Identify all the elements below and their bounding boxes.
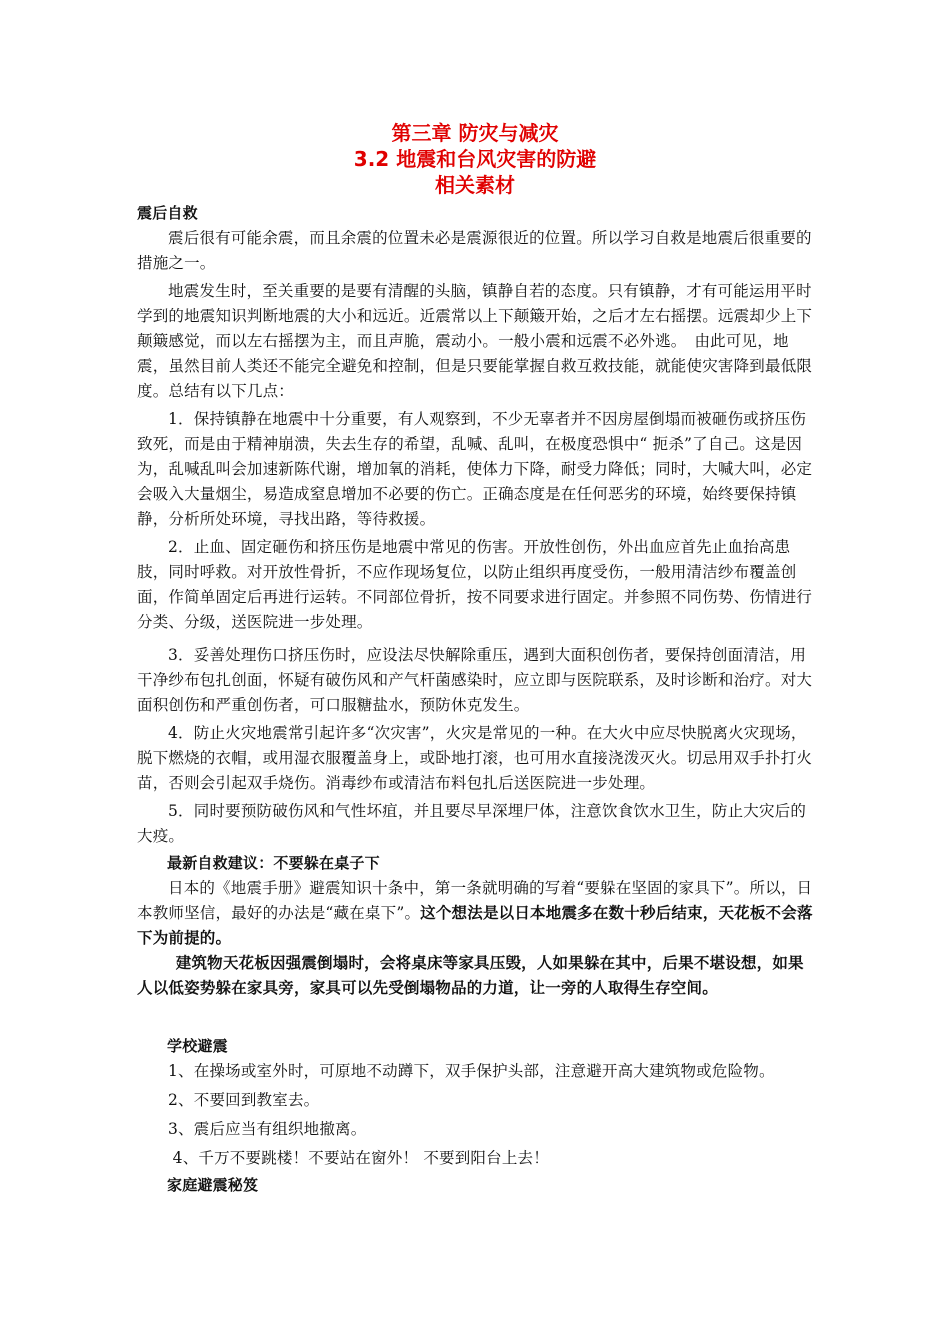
subtitle: 相关素材 xyxy=(435,173,515,197)
paragraph-text: 日本的《地震手册》避震知识十条中，第一条就明确的写着“要躲在坚固的家具下”。所以，日本教师坚信，最好的办法是“藏在桌下”。 xyxy=(137,879,813,922)
paragraph: 震后很有可能余震，而且余震的位置未必是震源很近的位置。所以学习自救是地震后很重要的措施之一。 xyxy=(137,229,812,272)
list-item: 2、不要回到教室去。 xyxy=(168,1091,320,1109)
chapter-title: 第三章 防灾与减灾 xyxy=(391,121,559,145)
article-body xyxy=(137,201,817,1198)
paragraph: 1．保持镇静在地震中十分重要，有人观察到，不少无辜者并不因房屋倒塌而被砸伤或挤压伤致死，而是由于精神崩溃，失去生存的希望，乱喊、乱叫，在极度恐惧中“ 扼杀”了自己。这是因为，乱喊乱叫会加速新陈代谢，增加氧的消耗，使体力下降，耐受力降低；同时，大喊大叫，必定会吸入大量烟尘，易造成窒息增加不必要的伤亡。正确态度是在任何恶劣的环境，始终要保持镇静，分析所处环境，寻找出路，等待救援。 xyxy=(137,410,813,528)
paragraph: 地震发生时，至关重要的是要有清醒的头脑，镇静自若的态度。只有镇静，才有可能运用平时学到的地震知识判断地震的大小和远近。近震常以上下颠簸开始，之后才左右摇摆。远震却少上下颠簸感觉，而以左右摇摆为主，而且声脆，震动小。一般小震和远震不必外逃。 由此可见，地震，虽然目前人类还不能完全避免和控制，但是只要能掌握自救互救技能，就能使灾害降到最低限度。总结有以下几点： xyxy=(137,282,813,400)
paragraph: 4．防止火灾地震常引起许多“次灾害”，火灾是常见的一种。在大火中应尽快脱离火灾现场，脱下燃烧的衣帽，或用湿衣服覆盖身上，或卧地打滚，也可用水直接浇泼灭火。切忌用双手扑打火苗，否则会引起双手烧伤。消毒纱布或清洁布料包扎后送医院进一步处理。 xyxy=(137,724,813,792)
heading-school-quake: 学校避震 xyxy=(167,1037,228,1055)
heading-post-quake-self-rescue: 震后自救 xyxy=(137,204,198,222)
list-item: 3、震后应当有组织地撤离。 xyxy=(168,1120,367,1138)
paragraph: 5．同时要预防破伤风和气性坏疽，并且要尽早深埋尸体，注意饮食饮水卫生，防止大灾后的大疫。 xyxy=(137,802,807,845)
heading-home-quake: 家庭避震秘笈 xyxy=(167,1176,259,1194)
paragraph xyxy=(137,876,817,951)
bold-paragraph: 建筑物天花板因强震倒塌时，会将桌床等家具压毁，人如果躲在其中，后果不堪设想，如果人以低姿势躲在家具旁，家具可以先受倒塌物品的力道，让一旁的人取得生存空间。 xyxy=(137,954,804,997)
bold-text: 这个想法是以日本地震多在数十秒后结束，天花板不会落下为前提的。 xyxy=(137,904,813,947)
list-item: 1、在操场或室外时，可原地不动蹲下，双手保护头部，注意避开高大建筑物或危险物。 xyxy=(168,1062,775,1080)
paragraph: 3．妥善处理伤口挤压伤时，应设法尽快解除重压，遇到大面积创伤者，要保持创面清洁，用干净纱布包扎创面，怀疑有破伤风和产气杆菌感染时，应立即与医院联系，及时诊断和治疗。对大面积创伤和严重创伤者，可口服糖盐水，预防休克发生。 xyxy=(137,646,813,714)
paragraph: 2．止血、固定砸伤和挤压伤是地震中常见的伤害。开放性创伤，外出血应首先止血抬高患肢，同时呼救。对开放性骨折，不应作现场复位，以防止组织再度受伤，一般用清洁纱布覆盖创面，作简单固定后再进行运转。不同部位骨折，按不同要求进行固定。并参照不同伤势、伤情进行分类、分级，送医院进一步处理。 xyxy=(137,538,813,631)
list-item: 4、千万不要跳楼！不要站在窗外！ 不要到阳台上去！ xyxy=(172,1149,549,1167)
section-title: 3.2 地震和台风灾害的防避 xyxy=(353,147,597,171)
heading-new-advice: 最新自救建议：不要躲在桌子下 xyxy=(167,854,380,872)
